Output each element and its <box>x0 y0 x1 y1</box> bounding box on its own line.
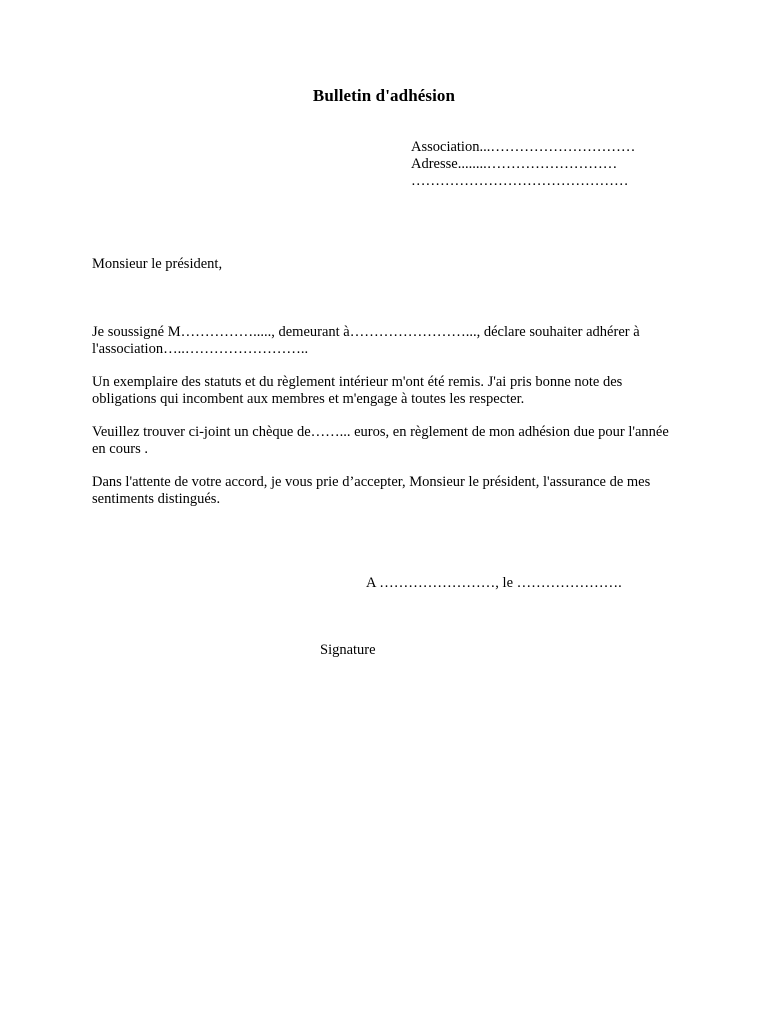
address-block <box>411 139 635 190</box>
paragraph-payment: Veuillez trouver ci-joint un chèque de……... euros, en règlement de mon adhésion due pour l'année en cours . <box>92 424 669 457</box>
paragraph-statutes: Un exemplaire des statuts et du règlement intérieur m'ont été remis. J'ai pris bonne note des obligations qui incombent aux membres et m'engage à toutes les respecter. <box>92 374 623 407</box>
paragraph-membership-request: Je soussigné M……………....., demeurant à……………………..., déclare souhaiter adhérer à l'association…..…………………….. <box>92 324 640 357</box>
signature-label: Signature <box>320 642 376 658</box>
address-blank-line: ……………………………………… <box>411 173 629 189</box>
paragraph-closing: Dans l'attente de votre accord, je vous prie d’accepter, Monsieur le président, l'assurance de mes sentiments distingués. <box>92 474 651 507</box>
document-title: Bulletin d'adhésion <box>312 86 456 105</box>
association-line: Association...………………………… <box>411 139 636 155</box>
place-date-line: A ……………………, le …………………. <box>366 575 622 591</box>
salutation: Monsieur le président, <box>92 256 223 272</box>
adresse-line: Adresse........……………………… <box>411 156 618 172</box>
